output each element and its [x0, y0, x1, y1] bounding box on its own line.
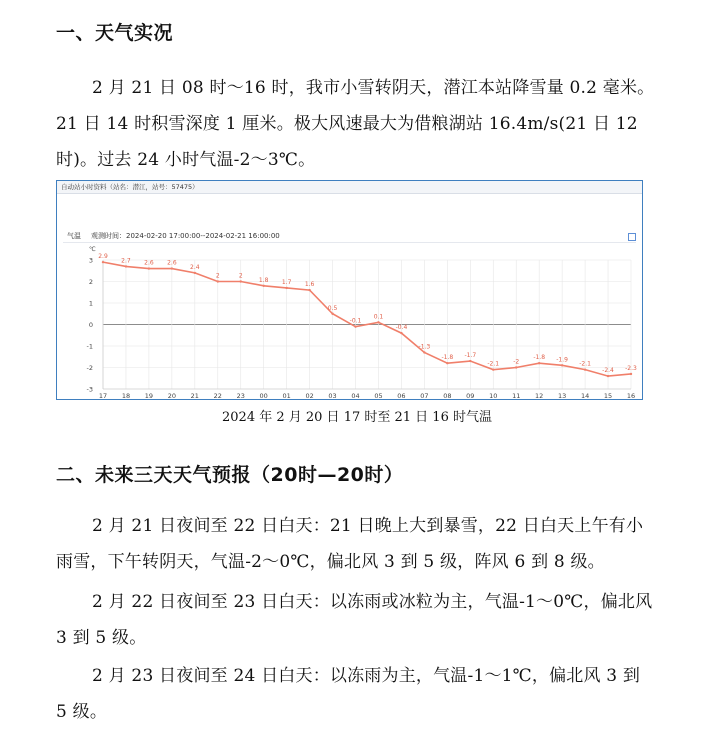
y-tick-label: -1 [86, 342, 93, 351]
x-tick-label: 21 [190, 392, 199, 400]
chart-caption: 2024 年 2 月 20 日 17 时至 21 日 16 时气温 [222, 410, 492, 425]
chart-time-range: 观测时间：2024-02-20 17:00:00--2024-02-21 16:00:00 [91, 232, 280, 240]
y-tick-label: -3 [86, 385, 93, 394]
x-tick-label: 11 [512, 392, 521, 400]
x-tick-label: 09 [466, 392, 475, 400]
x-tick-label: 08 [443, 392, 452, 400]
data-point [446, 362, 448, 364]
data-label: 1.6 [304, 281, 315, 289]
x-tick-label: 00 [259, 392, 268, 400]
x-tick-label: 18 [121, 392, 131, 400]
data-point [515, 366, 517, 368]
y-tick-label: 0 [88, 321, 93, 329]
data-label: -1.7 [464, 352, 477, 360]
x-tick-label: 22 [213, 392, 222, 400]
data-point [125, 265, 127, 267]
data-label: 2.4 [190, 263, 200, 271]
data-point [630, 373, 632, 375]
temperature-line-chart [57, 181, 644, 401]
x-tick-label: 17 [98, 392, 108, 400]
data-point [240, 280, 242, 282]
x-tick-label: 10 [489, 392, 498, 400]
x-tick-label: 20 [167, 392, 177, 400]
section-heading-forecast: 二、未来三天天气预报（20时—20时） [56, 464, 404, 486]
data-point [538, 362, 540, 364]
forecast-item-3: 2 月 23 日夜间至 24 日白天：以冻雨为主，气温-1～1℃，偏北风 3 到 5 级。 [56, 666, 641, 722]
observation-paragraph: 2 月 21 日 08 时～16 时，我市小雪转阴天，潜江本站降雪量 0.2 毫米。21 日 14 时积雪深度 1 厘米。极大风速最大为借粮湖站 16.4m/s(21 日 12 时)。过去 24 小时气温-2～3℃。 [56, 78, 655, 170]
data-point [377, 321, 379, 323]
data-label: -0.1 [349, 317, 362, 325]
y-unit-label: ℃ [89, 246, 96, 253]
data-point [308, 289, 310, 291]
data-point [423, 351, 425, 353]
data-point [194, 272, 196, 274]
data-point [607, 375, 609, 377]
data-label: 2.6 [167, 259, 177, 267]
data-label: -0.4 [395, 324, 408, 332]
x-tick-label: 13 [557, 392, 567, 400]
chart-data-labels [98, 253, 637, 374]
x-tick-label: 07 [420, 392, 429, 400]
x-tick-label: 23 [236, 392, 245, 400]
forecast-item-1: 2 月 21 日夜间至 22 日白天：21 日晚上大到暴雪，22 日白天上午有小雨雪，下午转阴天，气温-2～0℃，偏北风 3 到 5 级，阵风 6 到 8 级。 [56, 516, 644, 572]
data-point [217, 280, 219, 282]
data-label: -1.8 [533, 354, 546, 362]
data-point [561, 364, 563, 366]
data-label: 2.6 [144, 259, 154, 267]
data-label: 0.1 [373, 313, 384, 321]
x-tick-label: 12 [535, 392, 544, 400]
data-label: 2 [238, 272, 243, 280]
x-tick-label: 02 [305, 392, 314, 400]
y-tick-label: 2 [88, 278, 93, 286]
data-label: 0.5 [327, 304, 338, 312]
x-tick-label: 05 [374, 392, 383, 400]
y-tick-label: -2 [86, 364, 93, 372]
chart-series-label: 气温 [67, 232, 81, 240]
section-heading-observation: 一、天气实况 [56, 22, 174, 44]
forecast-item-2: 2 月 22 日夜间至 23 日白天：以冻雨或冰粒为主，气温-1～0℃，偏北风 3 到 5 级。 [56, 592, 653, 648]
x-tick-label: 19 [144, 392, 154, 400]
data-point [354, 325, 356, 327]
data-label: -2.1 [579, 360, 591, 368]
data-label: 1.8 [258, 276, 269, 284]
data-label: -2.1 [487, 360, 500, 368]
x-tick-label: 04 [351, 392, 360, 400]
x-tick-label: 06 [397, 392, 406, 400]
data-label: -2 [513, 358, 520, 366]
data-point [400, 332, 402, 334]
data-point [262, 285, 264, 287]
data-label: -2.3 [625, 364, 637, 372]
data-point [331, 313, 333, 315]
data-label: -1.3 [418, 343, 431, 351]
x-tick-label: 03 [328, 392, 337, 400]
data-point [171, 267, 173, 269]
data-label: -1.9 [556, 356, 568, 364]
data-point [492, 368, 494, 370]
data-point [148, 267, 150, 269]
data-point [102, 261, 104, 263]
data-point [285, 287, 287, 289]
y-tick-label: 1 [88, 299, 93, 308]
x-tick-label: 15 [603, 392, 613, 400]
x-tick-label: 01 [282, 392, 291, 400]
data-label: 1.7 [281, 278, 292, 286]
data-label: -1.8 [441, 354, 454, 362]
data-label: 2.9 [98, 253, 108, 261]
temperature-chart-panel [56, 180, 643, 400]
data-label: -2.4 [602, 367, 614, 375]
y-tick-label: 3 [88, 256, 93, 265]
data-point [584, 368, 586, 370]
x-tick-label: 14 [580, 392, 590, 400]
chart-band-title: 自动站小时资料（站名：潜江，站号：57475） [61, 183, 199, 191]
data-point [469, 360, 471, 362]
chart-series [102, 261, 632, 377]
data-label: 2 [215, 272, 220, 280]
data-label: 2.7 [121, 257, 131, 265]
x-tick-label: 16 [626, 392, 636, 400]
